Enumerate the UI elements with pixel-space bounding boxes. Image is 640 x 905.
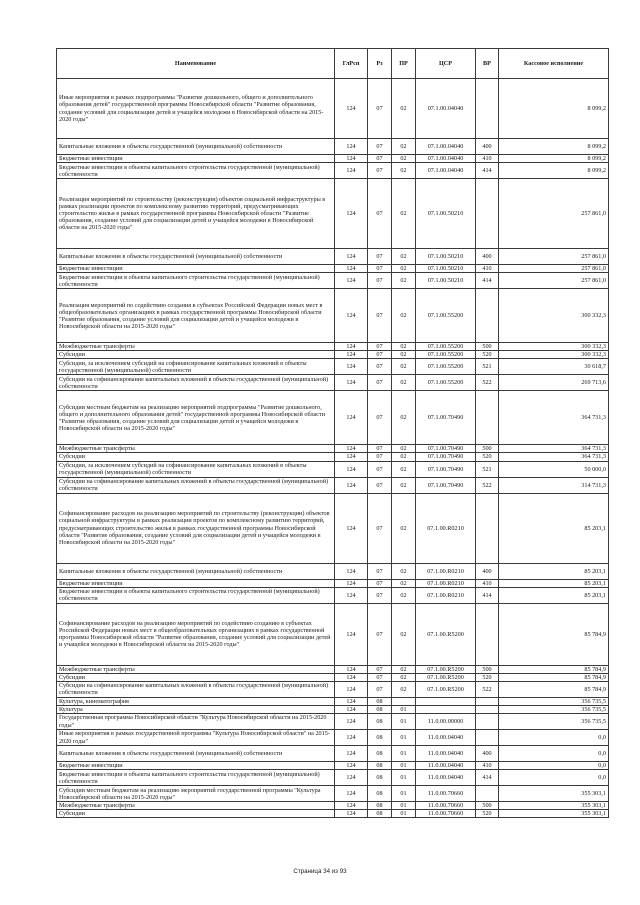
cell-grbs: 124 bbox=[335, 155, 368, 163]
cell-rz: 07 bbox=[368, 461, 392, 477]
cell-grbs: 124 bbox=[335, 786, 368, 802]
cell-name: Межбюджетные трансферты bbox=[57, 802, 335, 810]
cell-pr: 02 bbox=[392, 493, 416, 563]
table-row bbox=[57, 273, 609, 289]
table-row bbox=[57, 351, 609, 359]
table-row bbox=[57, 802, 609, 810]
cell-grbs: 124 bbox=[335, 391, 368, 445]
cell-rz: 07 bbox=[368, 375, 392, 391]
cell-csr: 11.0.00.04040 bbox=[416, 746, 476, 762]
cell-rz: 08 bbox=[368, 714, 392, 730]
cell-csr: 07.1.00.04040 bbox=[416, 163, 476, 179]
table-row bbox=[57, 79, 609, 139]
cell-name: Капитальные вложения в объекты государственной (муниципальной) собственности bbox=[57, 563, 335, 579]
header-name: Наименование bbox=[57, 49, 335, 79]
cell-csr: 07.1.00.70490 bbox=[416, 445, 476, 453]
cell-csr: 07.1.00.R5200 bbox=[416, 603, 476, 665]
cell-csr: 11.0.00.70660 bbox=[416, 810, 476, 818]
cell-vr: 410 bbox=[476, 579, 499, 587]
header-csr: ЦСР bbox=[416, 49, 476, 79]
cell-rz: 08 bbox=[368, 730, 392, 746]
table-row bbox=[57, 375, 609, 391]
header-amount: Кассовое исполнение bbox=[499, 49, 609, 79]
cell-grbs: 124 bbox=[335, 139, 368, 155]
cell-vr bbox=[476, 697, 499, 705]
cell-vr: 520 bbox=[476, 453, 499, 461]
cell-grbs: 124 bbox=[335, 673, 368, 681]
cell-rz: 08 bbox=[368, 705, 392, 713]
cell-grbs: 124 bbox=[335, 810, 368, 818]
cell-vr bbox=[476, 730, 499, 746]
cell-pr: 02 bbox=[392, 179, 416, 249]
cell-csr: 07.1.00.70490 bbox=[416, 391, 476, 445]
cell-csr: 07.1.00.55200 bbox=[416, 289, 476, 343]
cell-name: Культура, кинематография bbox=[57, 697, 335, 705]
cell-amount: 30 618,7 bbox=[499, 359, 609, 375]
cell-name: Бюджетные инвестиции bbox=[57, 265, 335, 273]
cell-name: Бюджетные инвестиции в объекты капитального строительства государственной (муниципальной) собственности bbox=[57, 163, 335, 179]
cell-rz: 07 bbox=[368, 265, 392, 273]
cell-amount: 0,0 bbox=[499, 746, 609, 762]
cell-pr: 02 bbox=[392, 375, 416, 391]
cell-amount: 85 203,1 bbox=[499, 563, 609, 579]
cell-csr: 07.1.00.R0210 bbox=[416, 493, 476, 563]
cell-pr: 02 bbox=[392, 477, 416, 493]
cell-name: Межбюджетные трансферты bbox=[57, 343, 335, 351]
cell-amount: 8 099,2 bbox=[499, 155, 609, 163]
cell-amount: 85 784,9 bbox=[499, 681, 609, 697]
cell-grbs: 124 bbox=[335, 563, 368, 579]
cell-csr: 07.1.00.R5200 bbox=[416, 681, 476, 697]
cell-amount: 355 303,1 bbox=[499, 786, 609, 802]
cell-csr: 07.1.00.04040 bbox=[416, 155, 476, 163]
table-row bbox=[57, 673, 609, 681]
cell-amount: 85 203,1 bbox=[499, 493, 609, 563]
table-row bbox=[57, 579, 609, 587]
cell-grbs: 124 bbox=[335, 603, 368, 665]
page-number: Страница 34 из 93 bbox=[293, 868, 347, 875]
cell-pr: 02 bbox=[392, 155, 416, 163]
cell-pr: 02 bbox=[392, 289, 416, 343]
cell-name: Субсидии, за исключением субсидий на софинансирование капитальных вложений в объекты государственной (муниципальной) собственности bbox=[57, 461, 335, 477]
cell-pr: 02 bbox=[392, 563, 416, 579]
table-row bbox=[57, 265, 609, 273]
cell-rz: 07 bbox=[368, 603, 392, 665]
cell-pr: 01 bbox=[392, 762, 416, 770]
cell-pr: 01 bbox=[392, 770, 416, 786]
cell-rz: 07 bbox=[368, 273, 392, 289]
cell-grbs: 124 bbox=[335, 375, 368, 391]
cell-csr: 11.0.00.04040 bbox=[416, 762, 476, 770]
header-vr: ВР bbox=[476, 49, 499, 79]
cell-pr: 02 bbox=[392, 603, 416, 665]
cell-csr: 11.0.00.70660 bbox=[416, 786, 476, 802]
cell-name: Софинансирование расходов на реализацию мероприятий по строительству (реконструкции) объектов социальной инфраструктуры в рамках реализации проектов по комплексному развитию территорий, предусматривающих строительство жилья в рамках государственной программы Новосибирской области "Развитие образования, создание условий для социализации детей и учащейся молодежи в Новосибирской области на 2015-2020 годы" bbox=[57, 493, 335, 563]
header-row bbox=[57, 49, 609, 79]
table-row bbox=[57, 786, 609, 802]
cell-pr: 01 bbox=[392, 714, 416, 730]
cell-amount: 0,0 bbox=[499, 762, 609, 770]
cell-vr: 400 bbox=[476, 563, 499, 579]
cell-grbs: 124 bbox=[335, 351, 368, 359]
cell-pr: 02 bbox=[392, 673, 416, 681]
cell-csr: 07.1.00.50210 bbox=[416, 249, 476, 265]
cell-pr: 01 bbox=[392, 705, 416, 713]
table-row bbox=[57, 587, 609, 603]
cell-vr: 520 bbox=[476, 673, 499, 681]
cell-vr: 521 bbox=[476, 359, 499, 375]
cell-csr: 07.1.00.50210 bbox=[416, 273, 476, 289]
cell-amount: 50 000,0 bbox=[499, 461, 609, 477]
cell-rz: 07 bbox=[368, 249, 392, 265]
cell-rz: 08 bbox=[368, 786, 392, 802]
cell-vr: 522 bbox=[476, 681, 499, 697]
cell-amount: 8 099,2 bbox=[499, 163, 609, 179]
cell-name: Субсидии на софинансирование капитальных вложений в объекты государственной (муниципальной) собственности bbox=[57, 375, 335, 391]
cell-vr: 500 bbox=[476, 802, 499, 810]
cell-amount: 300 332,3 bbox=[499, 351, 609, 359]
cell-rz: 08 bbox=[368, 746, 392, 762]
cell-name: Субсидии на софинансирование капитальных вложений в объекты государственной (муниципальной) собственности bbox=[57, 681, 335, 697]
cell-rz: 07 bbox=[368, 579, 392, 587]
cell-grbs: 124 bbox=[335, 179, 368, 249]
table-row bbox=[57, 705, 609, 713]
cell-grbs: 124 bbox=[335, 730, 368, 746]
cell-pr: 02 bbox=[392, 79, 416, 139]
cell-amount: 364 731,3 bbox=[499, 453, 609, 461]
cell-vr: 520 bbox=[476, 810, 499, 818]
cell-pr: 02 bbox=[392, 445, 416, 453]
cell-amount: 85 203,1 bbox=[499, 587, 609, 603]
cell-pr: 02 bbox=[392, 351, 416, 359]
cell-name: Субсидии местным бюджетам на реализацию мероприятий подпрограммы "Развитие дошкольного, общего и дополнительного образования детей" государственной программы Новосибирской области "Развитие образования, создание условий для социализации детей и учащейся молодежи в Новосибирской области на 2015-2020 годы" bbox=[57, 391, 335, 445]
cell-rz: 08 bbox=[368, 770, 392, 786]
cell-pr: 01 bbox=[392, 810, 416, 818]
cell-pr: 02 bbox=[392, 453, 416, 461]
cell-vr bbox=[476, 179, 499, 249]
cell-amount: 364 731,3 bbox=[499, 391, 609, 445]
cell-grbs: 124 bbox=[335, 249, 368, 265]
cell-pr: 02 bbox=[392, 163, 416, 179]
cell-vr: 414 bbox=[476, 273, 499, 289]
cell-grbs: 124 bbox=[335, 461, 368, 477]
cell-amount: 355 303,1 bbox=[499, 810, 609, 818]
cell-amount: 355 303,1 bbox=[499, 802, 609, 810]
cell-pr: 02 bbox=[392, 273, 416, 289]
table-row bbox=[57, 665, 609, 673]
cell-name: Субсидии bbox=[57, 673, 335, 681]
cell-csr: 07.1.00.55200 bbox=[416, 343, 476, 351]
cell-amount: 8 099,2 bbox=[499, 139, 609, 155]
cell-grbs: 124 bbox=[335, 79, 368, 139]
cell-pr: 02 bbox=[392, 587, 416, 603]
cell-csr: 07.1.00.70490 bbox=[416, 453, 476, 461]
cell-amount: 364 731,3 bbox=[499, 445, 609, 453]
cell-rz: 07 bbox=[368, 155, 392, 163]
cell-name: Бюджетные инвестиции bbox=[57, 155, 335, 163]
cell-csr: 07.1.00.70490 bbox=[416, 461, 476, 477]
table-row bbox=[57, 762, 609, 770]
cell-amount: 0,0 bbox=[499, 770, 609, 786]
table-row bbox=[57, 730, 609, 746]
cell-csr: 11.0.00.04040 bbox=[416, 770, 476, 786]
table-row bbox=[57, 445, 609, 453]
cell-rz: 08 bbox=[368, 762, 392, 770]
table-row bbox=[57, 493, 609, 563]
cell-name: Реализация мероприятий по строительству (реконструкции) объектов социальной инфраструктуры в рамках реализации проектов по комплексному развитию территорий, предусматривающих строительство жилья в рамках государственной программы Новосибирской области "Развитие образования, создание условий для социализации детей и учащейся молодежи в Новосибирской области на 2015-2020 годы" bbox=[57, 179, 335, 249]
cell-rz: 07 bbox=[368, 289, 392, 343]
cell-pr: 02 bbox=[392, 681, 416, 697]
cell-vr: 400 bbox=[476, 139, 499, 155]
cell-rz: 07 bbox=[368, 163, 392, 179]
table-row bbox=[57, 770, 609, 786]
cell-grbs: 124 bbox=[335, 802, 368, 810]
cell-csr: 07.1.00.50210 bbox=[416, 179, 476, 249]
cell-name: Субсидии на софинансирование капитальных вложений в объекты государственной (муниципальной) собственности bbox=[57, 477, 335, 493]
cell-grbs: 124 bbox=[335, 746, 368, 762]
cell-grbs: 124 bbox=[335, 587, 368, 603]
cell-csr: 11.0.00.70660 bbox=[416, 802, 476, 810]
cell-name: Субсидии bbox=[57, 453, 335, 461]
table-row bbox=[57, 163, 609, 179]
table-row bbox=[57, 603, 609, 665]
cell-rz: 07 bbox=[368, 179, 392, 249]
cell-name: Капитальные вложения в объекты государственной (муниципальной) собственности bbox=[57, 139, 335, 155]
cell-vr: 410 bbox=[476, 762, 499, 770]
cell-name: Бюджетные инвестиции в объекты капитального строительства государственной (муниципальной) собственности bbox=[57, 273, 335, 289]
cell-pr: 02 bbox=[392, 265, 416, 273]
cell-name: Субсидии, за исключением субсидий на софинансирование капитальных вложений в объекты государственной (муниципальной) собственности bbox=[57, 359, 335, 375]
cell-amount: 0,0 bbox=[499, 730, 609, 746]
cell-grbs: 124 bbox=[335, 445, 368, 453]
cell-amount: 85 203,1 bbox=[499, 579, 609, 587]
cell-csr: 07.1.00.R5200 bbox=[416, 665, 476, 673]
cell-name: Капитальные вложения в объекты государственной (муниципальной) собственности bbox=[57, 249, 335, 265]
table-row bbox=[57, 249, 609, 265]
cell-name: Софинансирование расходов на реализацию мероприятий по содействию созданию в субъектах Российской Федерации новых мест в общеобразовательных организациях в рамках государственной программы Новосибирской области "Развитие образования, создание условий для социализации детей и учащейся молодежи в Новосибирской области на 2015-2020 годы" bbox=[57, 603, 335, 665]
cell-rz: 08 bbox=[368, 697, 392, 705]
cell-vr: 500 bbox=[476, 445, 499, 453]
cell-rz: 07 bbox=[368, 359, 392, 375]
cell-pr: 01 bbox=[392, 746, 416, 762]
cell-name: Культура bbox=[57, 705, 335, 713]
table-row bbox=[57, 563, 609, 579]
cell-csr bbox=[416, 705, 476, 713]
cell-rz: 07 bbox=[368, 477, 392, 493]
cell-vr bbox=[476, 79, 499, 139]
cell-grbs: 124 bbox=[335, 273, 368, 289]
table-row bbox=[57, 289, 609, 343]
table-row bbox=[57, 391, 609, 445]
cell-vr bbox=[476, 289, 499, 343]
cell-rz: 07 bbox=[368, 665, 392, 673]
header-pr: ПР bbox=[392, 49, 416, 79]
cell-grbs: 124 bbox=[335, 265, 368, 273]
cell-pr: 02 bbox=[392, 461, 416, 477]
cell-name: Межбюджетные трансферты bbox=[57, 445, 335, 453]
table-row bbox=[57, 139, 609, 155]
cell-rz: 07 bbox=[368, 587, 392, 603]
cell-grbs: 124 bbox=[335, 762, 368, 770]
cell-vr bbox=[476, 714, 499, 730]
cell-pr: 02 bbox=[392, 343, 416, 351]
cell-csr: 07.1.00.R0210 bbox=[416, 563, 476, 579]
header-rz: Рз bbox=[368, 49, 392, 79]
cell-rz: 07 bbox=[368, 79, 392, 139]
cell-amount: 269 713,6 bbox=[499, 375, 609, 391]
cell-amount: 257 861,0 bbox=[499, 273, 609, 289]
cell-vr: 500 bbox=[476, 343, 499, 351]
cell-vr bbox=[476, 391, 499, 445]
cell-amount: 257 861,0 bbox=[499, 179, 609, 249]
cell-vr: 414 bbox=[476, 163, 499, 179]
cell-vr bbox=[476, 786, 499, 802]
cell-amount: 257 861,0 bbox=[499, 265, 609, 273]
cell-name: Субсидии местным бюджетам на реализацию мероприятий государственной программы "Культура Новосибирской области на 2015-2020 годы" bbox=[57, 786, 335, 802]
cell-amount: 300 332,3 bbox=[499, 343, 609, 351]
cell-pr: 02 bbox=[392, 391, 416, 445]
cell-csr: 07.1.00.R0210 bbox=[416, 579, 476, 587]
table-row bbox=[57, 179, 609, 249]
cell-grbs: 124 bbox=[335, 359, 368, 375]
cell-rz: 08 bbox=[368, 810, 392, 818]
cell-grbs: 124 bbox=[335, 770, 368, 786]
cell-grbs: 124 bbox=[335, 453, 368, 461]
cell-amount: 314 731,3 bbox=[499, 477, 609, 493]
cell-rz: 07 bbox=[368, 453, 392, 461]
header-grbs: ГлРсп bbox=[335, 49, 368, 79]
cell-amount: 356 735,5 bbox=[499, 697, 609, 705]
cell-grbs: 124 bbox=[335, 289, 368, 343]
cell-csr: 07.1.00.04040 bbox=[416, 139, 476, 155]
cell-rz: 07 bbox=[368, 445, 392, 453]
cell-amount: 257 861,0 bbox=[499, 249, 609, 265]
cell-rz: 07 bbox=[368, 391, 392, 445]
table-row bbox=[57, 746, 609, 762]
cell-grbs: 124 bbox=[335, 579, 368, 587]
cell-csr: 07.1.00.55200 bbox=[416, 375, 476, 391]
cell-vr: 410 bbox=[476, 155, 499, 163]
table-row bbox=[57, 155, 609, 163]
cell-name: Иные мероприятия в рамках подпрограммы "Развитие дошкольного, общего и дополнительного образования детей" государственной программы Новосибирской области "Развитие образования, создание условий для социализации детей и учащейся молодежи в Новосибирской области на 2015-2020 годы" bbox=[57, 79, 335, 139]
cell-name: Субсидии bbox=[57, 810, 335, 818]
cell-grbs: 124 bbox=[335, 681, 368, 697]
cell-grbs: 124 bbox=[335, 493, 368, 563]
cell-pr: 01 bbox=[392, 786, 416, 802]
cell-name: Межбюджетные трансферты bbox=[57, 665, 335, 673]
cell-vr bbox=[476, 603, 499, 665]
cell-name: Бюджетные инвестиции bbox=[57, 579, 335, 587]
cell-csr: 07.1.00.R0210 bbox=[416, 587, 476, 603]
cell-vr bbox=[476, 493, 499, 563]
cell-rz: 07 bbox=[368, 563, 392, 579]
cell-grbs: 124 bbox=[335, 714, 368, 730]
cell-rz: 07 bbox=[368, 673, 392, 681]
cell-name: Бюджетные инвестиции bbox=[57, 762, 335, 770]
cell-name: Субсидии bbox=[57, 351, 335, 359]
cell-amount: 85 784,9 bbox=[499, 665, 609, 673]
table-row bbox=[57, 359, 609, 375]
cell-csr: 11.0.00.00000 bbox=[416, 714, 476, 730]
cell-csr: 07.1.00.04040 bbox=[416, 79, 476, 139]
cell-grbs: 124 bbox=[335, 705, 368, 713]
cell-amount: 300 332,3 bbox=[499, 289, 609, 343]
cell-rz: 07 bbox=[368, 493, 392, 563]
cell-pr: 02 bbox=[392, 359, 416, 375]
cell-name: Бюджетные инвестиции в объекты капитального строительства государственной (муниципальной) собственности bbox=[57, 770, 335, 786]
cell-pr: 02 bbox=[392, 139, 416, 155]
cell-csr: 07.1.00.50210 bbox=[416, 265, 476, 273]
cell-vr: 522 bbox=[476, 477, 499, 493]
cell-grbs: 124 bbox=[335, 665, 368, 673]
cell-grbs: 124 bbox=[335, 163, 368, 179]
cell-amount: 356 735,5 bbox=[499, 714, 609, 730]
cell-csr bbox=[416, 697, 476, 705]
cell-rz: 08 bbox=[368, 802, 392, 810]
table-row bbox=[57, 343, 609, 351]
table-row bbox=[57, 453, 609, 461]
cell-rz: 07 bbox=[368, 681, 392, 697]
cell-csr: 07.1.00.55200 bbox=[416, 351, 476, 359]
cell-pr: 01 bbox=[392, 730, 416, 746]
cell-pr: 01 bbox=[392, 802, 416, 810]
cell-vr: 500 bbox=[476, 665, 499, 673]
cell-pr bbox=[392, 697, 416, 705]
cell-vr: 521 bbox=[476, 461, 499, 477]
cell-vr: 520 bbox=[476, 351, 499, 359]
cell-csr: 07.1.00.55200 bbox=[416, 359, 476, 375]
cell-amount: 85 784,9 bbox=[499, 673, 609, 681]
cell-amount: 356 735,5 bbox=[499, 705, 609, 713]
cell-rz: 07 bbox=[368, 343, 392, 351]
table-row bbox=[57, 681, 609, 697]
cell-csr: 07.1.00.70490 bbox=[416, 477, 476, 493]
cell-pr: 02 bbox=[392, 579, 416, 587]
cell-amount: 85 784,9 bbox=[499, 603, 609, 665]
cell-grbs: 124 bbox=[335, 697, 368, 705]
cell-pr: 02 bbox=[392, 665, 416, 673]
cell-name: Реализация мероприятий по содействию создания в субъектах Российской Федерации новых мест в общеобразовательных организациях в рамках государственной программы Новосибирской области "Развитие образования, создание условий для социализации детей и учащейся молодежи в Новосибирской области на 2015-2020 годы" bbox=[57, 289, 335, 343]
cell-vr: 400 bbox=[476, 746, 499, 762]
cell-name: Государственная программа Новосибирской области "Культура Новосибирской области на 2015-2020 годы" bbox=[57, 714, 335, 730]
table-row bbox=[57, 461, 609, 477]
cell-grbs: 124 bbox=[335, 343, 368, 351]
cell-grbs: 124 bbox=[335, 477, 368, 493]
cell-vr: 410 bbox=[476, 265, 499, 273]
cell-vr bbox=[476, 705, 499, 713]
cell-rz: 07 bbox=[368, 351, 392, 359]
budget-table bbox=[56, 48, 609, 818]
cell-name: Бюджетные инвестиции в объекты капитального строительства государственной (муниципальной) собственности bbox=[57, 587, 335, 603]
cell-vr: 400 bbox=[476, 249, 499, 265]
cell-name: Капитальные вложения в объекты государственной (муниципальной) собственности bbox=[57, 746, 335, 762]
cell-pr: 02 bbox=[392, 249, 416, 265]
cell-amount: 8 099,2 bbox=[499, 79, 609, 139]
cell-csr: 07.1.00.R5200 bbox=[416, 673, 476, 681]
table-row bbox=[57, 810, 609, 818]
cell-vr: 522 bbox=[476, 375, 499, 391]
table-row bbox=[57, 714, 609, 730]
cell-rz: 07 bbox=[368, 139, 392, 155]
cell-vr: 414 bbox=[476, 770, 499, 786]
table-row bbox=[57, 697, 609, 705]
cell-vr: 414 bbox=[476, 587, 499, 603]
cell-csr: 11.0.00.04040 bbox=[416, 730, 476, 746]
cell-name: Иные мероприятия в рамках государственной программы "Культура Новосибирской области" на 2015-2020 годы" bbox=[57, 730, 335, 746]
table-row bbox=[57, 477, 609, 493]
